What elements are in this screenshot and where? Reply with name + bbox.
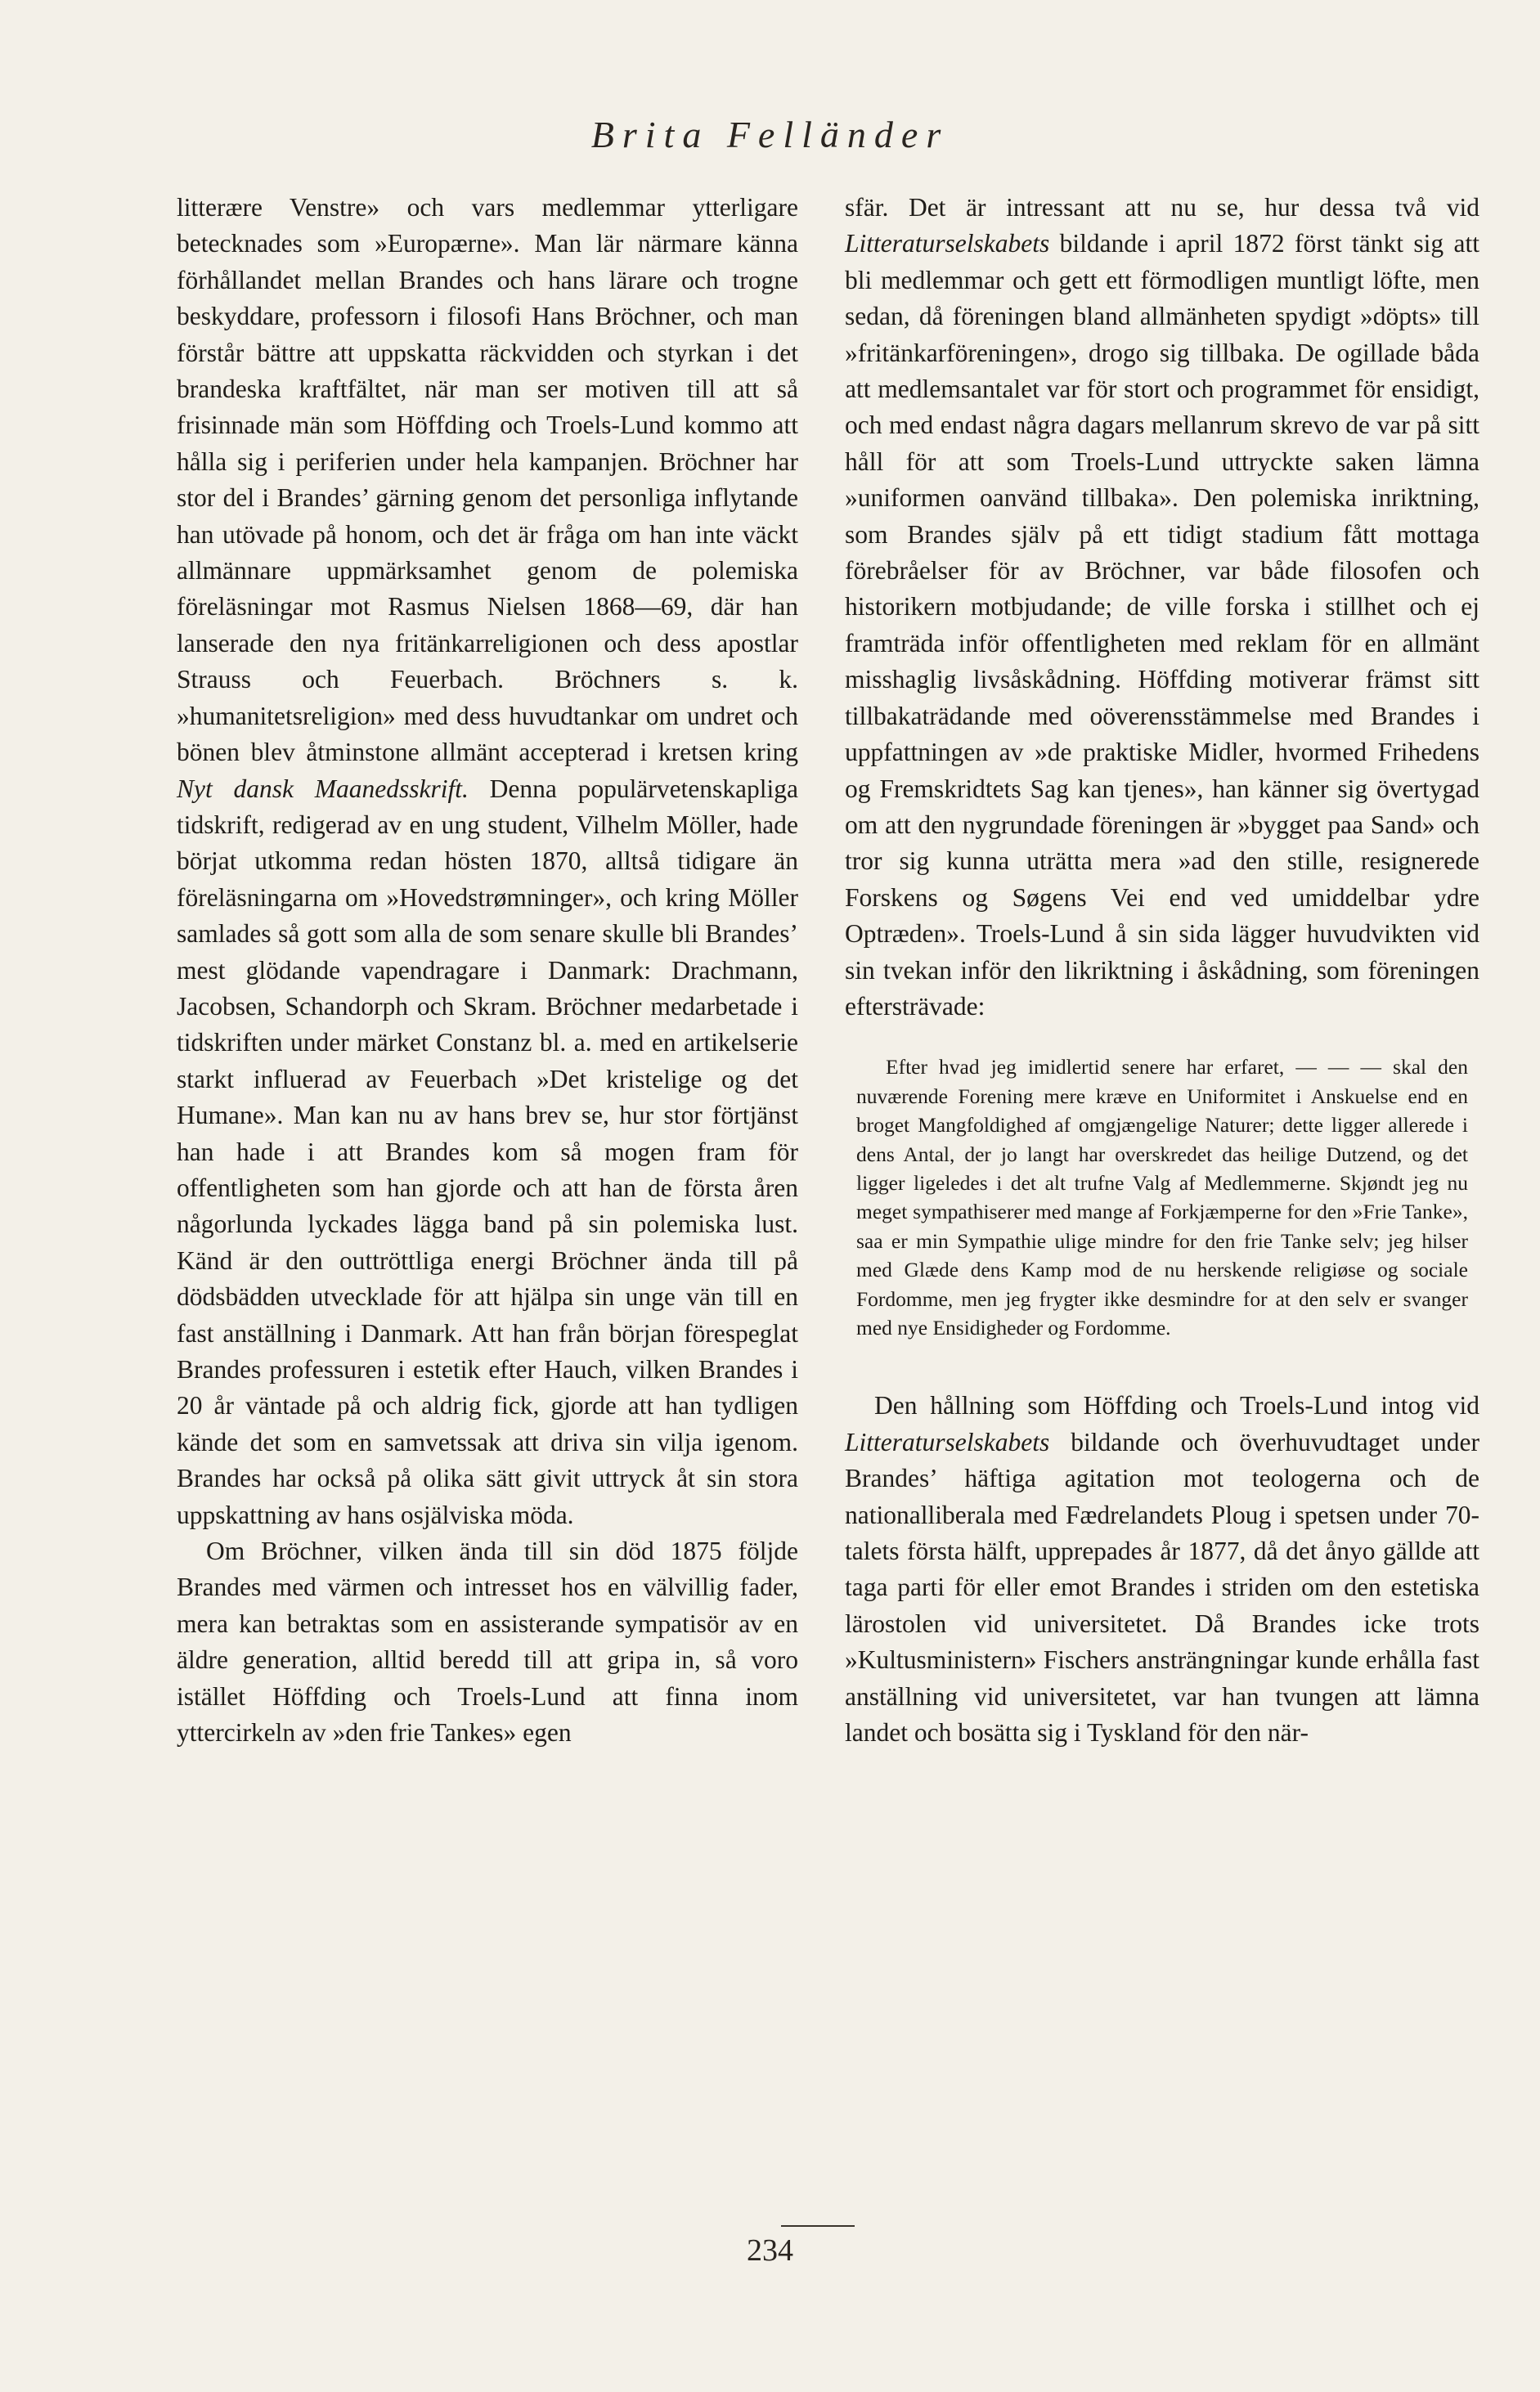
quote-text: Efter hvad jeg imidlertid senere har erfaret, — — — skal den nuværende Forening mere kræve en Uniformitet i Anskuelse end en broget Mangfoldighed af omgjængelige Naturer; dette ligger allerede i dens Antal, der jo langt har overskredet das heilige Dutzend, og det ligger ligeledes i det alt trufne Valg af Medlemmerne. Skjøndt jeg nu meget sympathiserer med mange af Forkjæmperne for den »Frie Tanke», saa er min Sympathie ulige mindre for den frie Tanke selv; jeg hilser med Glæde dens Kamp mod de nu herskende religiøse og sociale Fordomme, men jeg frygter ikke desmindre for at den selv er svanger med nye Ensidigheder og Fordomme.	[856, 1055, 1468, 1340]
running-head: Brita Felländer	[590, 114, 950, 155]
right-p1-text-b: bildande i april 1872 först tänkt sig att bli medlemmar och gett ett förmodligen muntligt löfte, men sedan, då föreningen bland allmänheten spydigt »döpts» till »fritänkarföreningen», drogo sig tillbaka. De ogillade båda att medlemsantalet var för stort och programmet för ensidigt, och med endast några dagars mellanrum skrevo de var på sitt håll för att som Troels-Lund uttryckte saken lämna »uniformen oanvänd tillbaka». Den polemiska inriktning, som Brandes själv på ett tidigt stadium fått mottaga förebråelser för av Bröchner, var både filosofen och historikern motbjudande; de ville forska i stillhet och ej framträda inför offentligheten med reklam för en allmänt misshaglig livsåskådning. Höffding motiverar främst sitt tillbakaträdande med oöverensstämmelse med Brandes i uppfattningen av »de praktiske Midler, hvormed Frihedens og Fremskridtets Sag kan tjenes», han känner sig övertygad om att den nygrundade föreningen är »bygget paa Sand» och tror sig kunna uträtta mera »ad den stille, resignerede Forskens og Søgens Vei end ved umiddelbar ydre Optræden». Troels-Lund å sin sida lägger huvudvikten vid sin tvekan inför den likriktning i åskådning, som föreningen eftersträvade:	[845, 229, 1479, 1021]
society-name-italic-2: Litteraturselskabets	[845, 1427, 1050, 1456]
block-quote	[856, 1052, 1468, 1342]
right-paragraph-2	[845, 1388, 1479, 1751]
footer-rule	[781, 2225, 855, 2227]
left-p1-text: litterære Venstre» och vars medlemmar ytterligare betecknades som »Europærne». Man lär närmare känna förhållandet mellan Brandes och hans lärare och trogne beskyddare, professorn i filosofi Hans Bröchner, och man förstår bättre att uppskatta räckvidden och styrkan i det brandeska kraftfältet, när man ser motiven till att så frisinnade män som Höffding och Troels-Lund kommo att hålla sig i periferien under hela kampanjen. Bröchner har stor del i Brandes’ gärning genom det personliga inflytande han utövade på honom, och det är fråga om han inte väckt allmännare uppmärksamhet genom de polemiska föreläsningar mot Rasmus Nielsen 1868—69, där han lanserade den nya fritänkarreligionen och dess apostlar Strauss och Feuerbach. Bröchners s. k. »humanitetsreligion» med dess huvudtankar om undret och bönen blev åtminstone allmänt accepterad i kretsen kring	[177, 193, 798, 767]
right-p2-text-a: Den hållning som Höffding och Troels-Lund intog vid	[874, 1391, 1479, 1420]
left-column	[177, 190, 798, 1751]
page-number: 234	[747, 2233, 793, 2268]
right-column	[845, 190, 1479, 1751]
left-paragraph-1	[177, 190, 798, 1533]
right-p1-text-a: sfär. Det är intressant att nu se, hur dessa två vid	[845, 193, 1479, 222]
left-paragraph-2: Om Bröchner, vilken ända till sin död 1875 följde Brandes med värmen och intresset hos en välvillig fader, mera kan betraktas som en assisterande sympatisör av en äldre generation, alltid beredd till att gripa in, så voro istället Höffding och Troels-Lund att finna inom yttercirkeln av »den frie Tankes» egen	[177, 1537, 798, 1748]
society-name-italic: Litteraturselskabets	[845, 229, 1050, 258]
journal-title-italic: Nyt dansk Maanedsskrift.	[177, 774, 469, 803]
right-p2-text-b: bildande och överhuvudtaget under Brandes’ häftiga agitation mot teologerna och de nationalliberala med Fædrelandets Ploug i spetsen under 70-talets första hälft, upprepades år 1877, då det ånyo gällde att taga parti för eller emot Brandes i striden om den estetiska lärostolen vid universitetet. Då Brandes icke trots »Kultusministern» Fischers ansträngningar kunde erhålla fast anställning vid universitetet, var han tvungen att lämna landet och bosätta sig i Tyskland för den när-	[845, 1427, 1480, 1748]
left-p1-continuation: Denna populärvetenskapliga tidskrift, redigerad av en ung student, Vilhelm Möller, hade börjat utkomma redan hösten 1870, alltså tidigare än föreläsningarna om »Hovedstrømninger», och kring Möller samlades så gott som alla de som senare skulle bli Brandes’ mest glödande vapendragare i Danmark: Drachmann, Jacobsen, Schandorph och Skram. Bröchner medarbetade i tidskriften under märket Constanz bl. a. med en artikelserie starkt influerad av Feuerbach »Det kristelige og det Humane». Man kan nu av hans brev se, hur stor förtjänst han hade i att Brandes kom så mogen fram för offentligheten som han gjorde och att han de första åren någorlunda lyckades lägga band på sin polemiska lust. Känd är den outtröttliga energi Bröchner ända till på dödsbädden utvecklade för att hjälpa sin unge vän till en fast anställning i Danmark. Att han från början förespeglat Brandes professuren i estetik efter Hauch, vilken Brandes i 20 år väntade på och aldrig fick, gjorde att han tydligen kände det som en samvetssak att driva sin vilja igenom. Brandes har också på olika sätt givit uttryck åt sin stora uppskattning av hans osjälviska möda.	[177, 774, 799, 1529]
right-paragraph-1	[845, 190, 1479, 1025]
